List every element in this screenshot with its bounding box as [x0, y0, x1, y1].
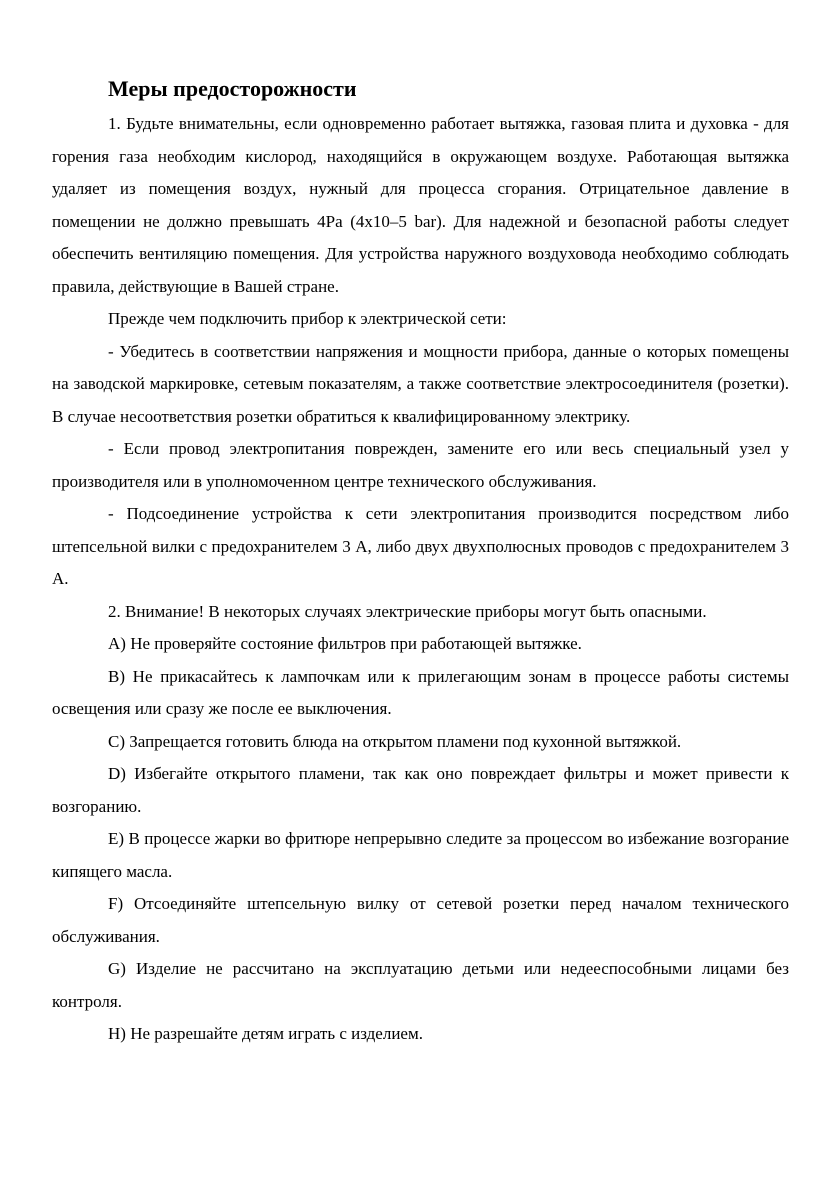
list-item-g: G) Изделие не рассчитано на эксплуатацию детьми или недееспособными лицами без контроля.	[52, 959, 789, 1011]
list-item-b: B) Не прикасайтесь к лампочкам или к прилегающим зонам в процессе работы системы освещения или сразу же после ее выключения.	[52, 666, 789, 718]
list-item-c: C) Запрещается готовить блюда на открытом пламени под кухонной вытяжкой.	[108, 731, 682, 751]
paragraph-fuse-connection: - Подсоединение устройства к сети электропитания производится посредством либо штепсельной вилки с предохранителем 3 А, либо двух двухполюсных проводов с предохранителем 3 А.	[52, 504, 789, 588]
list-item-d: D) Избегайте открытого пламени, так как оно повреждает фильтры и может привести к возгоранию.	[52, 764, 789, 816]
paragraph-before-connecting: Прежде чем подключить прибор к электрической сети:	[108, 309, 507, 328]
paragraph-ventilation-warning: 1. Будьте внимательны, если одновременно работает вытяжка, газовая плита и духовка - для горения газа необходим кислород, находящийся в окружающем воздухе. Работающая вытяжка удаляет из помещения воздух, нужный для процесса сгорания. Отрицательное давление в помещении не должно превышать 4Pa (4x10–5 bar). Для надежной и безопасной работы следует обеспечить вентиляцию помещения. Для устройства наружного воздуховода необходимо соблюдать правила, действующие в Вашей стране.	[52, 114, 789, 296]
paragraph-damaged-cord: - Если провод электропитания поврежден, замените его или весь специальный узел у производителя или в уполномоченном центре технического обслуживания.	[52, 439, 789, 491]
list-item-f: F) Отсоединяйте штепсельную вилку от сетевой розетки перед началом технического обслуживания.	[52, 894, 789, 946]
page-title: Меры предосторожности	[108, 76, 357, 101]
list-item-e: E) В процессе жарки во фритюре непрерывно следите за процессом во избежание возгорание кипящего масла.	[52, 829, 789, 881]
document-page	[52, 70, 789, 1051]
paragraph-attention: 2. Внимание! В некоторых случаях электрические приборы могут быть опасными.	[108, 601, 707, 621]
list-item-h: H) Не разрешайте детям играть с изделием.	[108, 1024, 423, 1043]
paragraph-voltage-check: - Убедитесь в соответствии напряжения и мощности прибора, данные о которых помещены на заводской маркировке, сетевым показателям, а также соответствие электросоединителя (розетки). В случае несоответствия розетки обратиться к квалифицированному электрику.	[52, 341, 789, 426]
list-item-a: A) Не проверяйте состояние фильтров при работающей вытяжке.	[108, 634, 582, 653]
